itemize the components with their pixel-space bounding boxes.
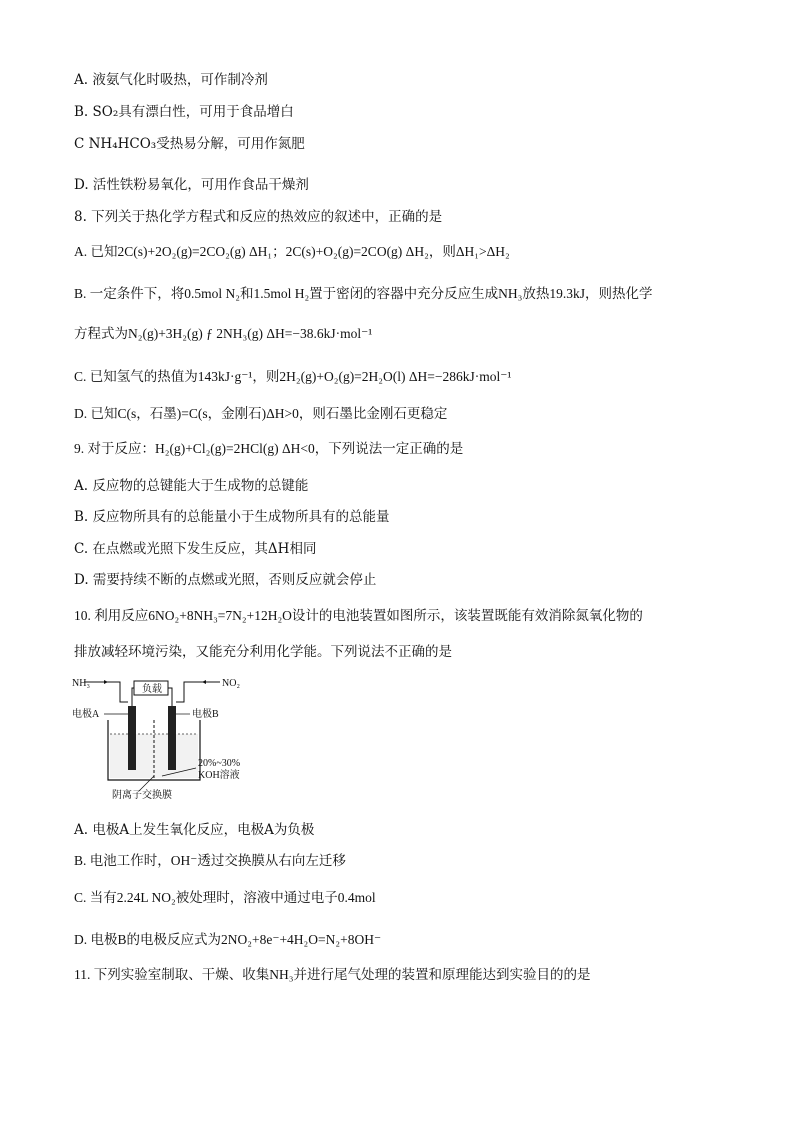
electrode-b-label: 电极B	[192, 709, 219, 720]
electrode-b	[168, 706, 176, 770]
no2-inlet-tube	[176, 682, 220, 702]
q9-option-d: D. 需要持续不断的点燃或光照，否则反应就会停止	[74, 572, 377, 588]
q8-option-a: A. 已知2C(s)+2O₂(g)=2CO₂(g) ΔH₁；2C(s)+O₂(g)=2CO(g) ΔH₂，则ΔH₁>ΔH₂	[74, 244, 510, 259]
q8-option-d: D. 已知C(s，石墨)=C(s，金刚石)ΔH>0，则石墨比金刚石更稳定	[74, 406, 448, 421]
q8-stem: 8. 下列关于热化学方程式和反应的热效应的叙述中，正确的是	[74, 209, 443, 225]
q9-option-c: C. 在点燃或光照下发生反应，其ΔH相同	[74, 541, 317, 557]
q8-option-b-line2: 方程式为N₂(g)+3H₂(g) ƒ 2NH₃(g) ΔH=−38.6kJ·mol⁻¹	[74, 326, 373, 341]
q10-option-d: D. 电极B的电极反应式为2NO₂+8e⁻+4H₂O=N₂+8OH⁻	[74, 932, 382, 947]
q9-option-b: B. 反应物所具有的总能量小于生成物所具有的总能量	[74, 509, 390, 525]
q10-option-a: A. 电极A上发生氧化反应，电极A为负极	[74, 822, 315, 838]
q7-option-c: C NH₄HCO₃受热易分解，可用作氮肥	[74, 136, 305, 152]
q7-option-a: A. 液氨气化时吸热，可作制冷剂	[74, 72, 268, 88]
membrane-label: 阴离子交换膜	[112, 790, 172, 801]
nh3-inlet-tube	[84, 682, 128, 702]
q7-option-d: D. 活性铁粉易氧化，可用作食品干燥剂	[74, 177, 309, 193]
nh3-label: NH₃	[72, 678, 90, 689]
q9-option-a: A. 反应物的总键能大于生成物的总键能	[74, 478, 309, 494]
koh-solution-label: KOH溶液	[198, 770, 240, 781]
electrode-a	[128, 706, 136, 770]
electrode-a-label: 电极A	[72, 709, 100, 720]
q9-stem: 9. 对于反应：H₂(g)+Cl₂(g)=2HCl(g) ΔH<0，下列说法一定正确的是	[74, 441, 464, 456]
battery-diagram	[70, 672, 260, 804]
no2-arrow-icon	[202, 680, 206, 684]
q11-stem: 11. 下列实验室制取、干燥、收集NH₃并进行尾气处理的装置和原理能达到实验目的的是	[74, 967, 591, 982]
q10-stem-line1: 10. 利用反应6NO₂+8NH₃=7N₂+12H₂O设计的电池装置如图所示，该装置既能有效消除氮氧化物的	[74, 608, 643, 623]
q7-option-b: B. SO₂具有漂白性，可用于食品增白	[74, 104, 294, 120]
q10-option-b: B. 电池工作时，OH⁻透过交换膜从右向左迁移	[74, 853, 346, 868]
q8-option-c: C. 已知氢气的热值为143kJ·g⁻¹，则2H₂(g)+O₂(g)=2H₂O(l) ΔH=−286kJ·mol⁻¹	[74, 369, 512, 384]
no2-label: NO₂	[222, 678, 240, 689]
nh3-arrow-icon	[104, 680, 108, 684]
q10-stem-line2: 排放减轻环境污染，又能充分利用化学能。下列说法不正确的是	[74, 644, 452, 660]
q10-option-c: C. 当有2.24L NO₂被处理时，溶液中通过电子0.4mol	[74, 890, 376, 905]
wire-right	[168, 688, 172, 706]
koh-concentration-label: 20%~30%	[198, 758, 241, 769]
load-label: 负载	[142, 684, 162, 695]
q8-option-b-line1: B. 一定条件下，将0.5mol N₂和1.5mol H₂置于密闭的容器中充分反应生成NH₃放热19.3kJ，则热化学	[74, 286, 653, 301]
